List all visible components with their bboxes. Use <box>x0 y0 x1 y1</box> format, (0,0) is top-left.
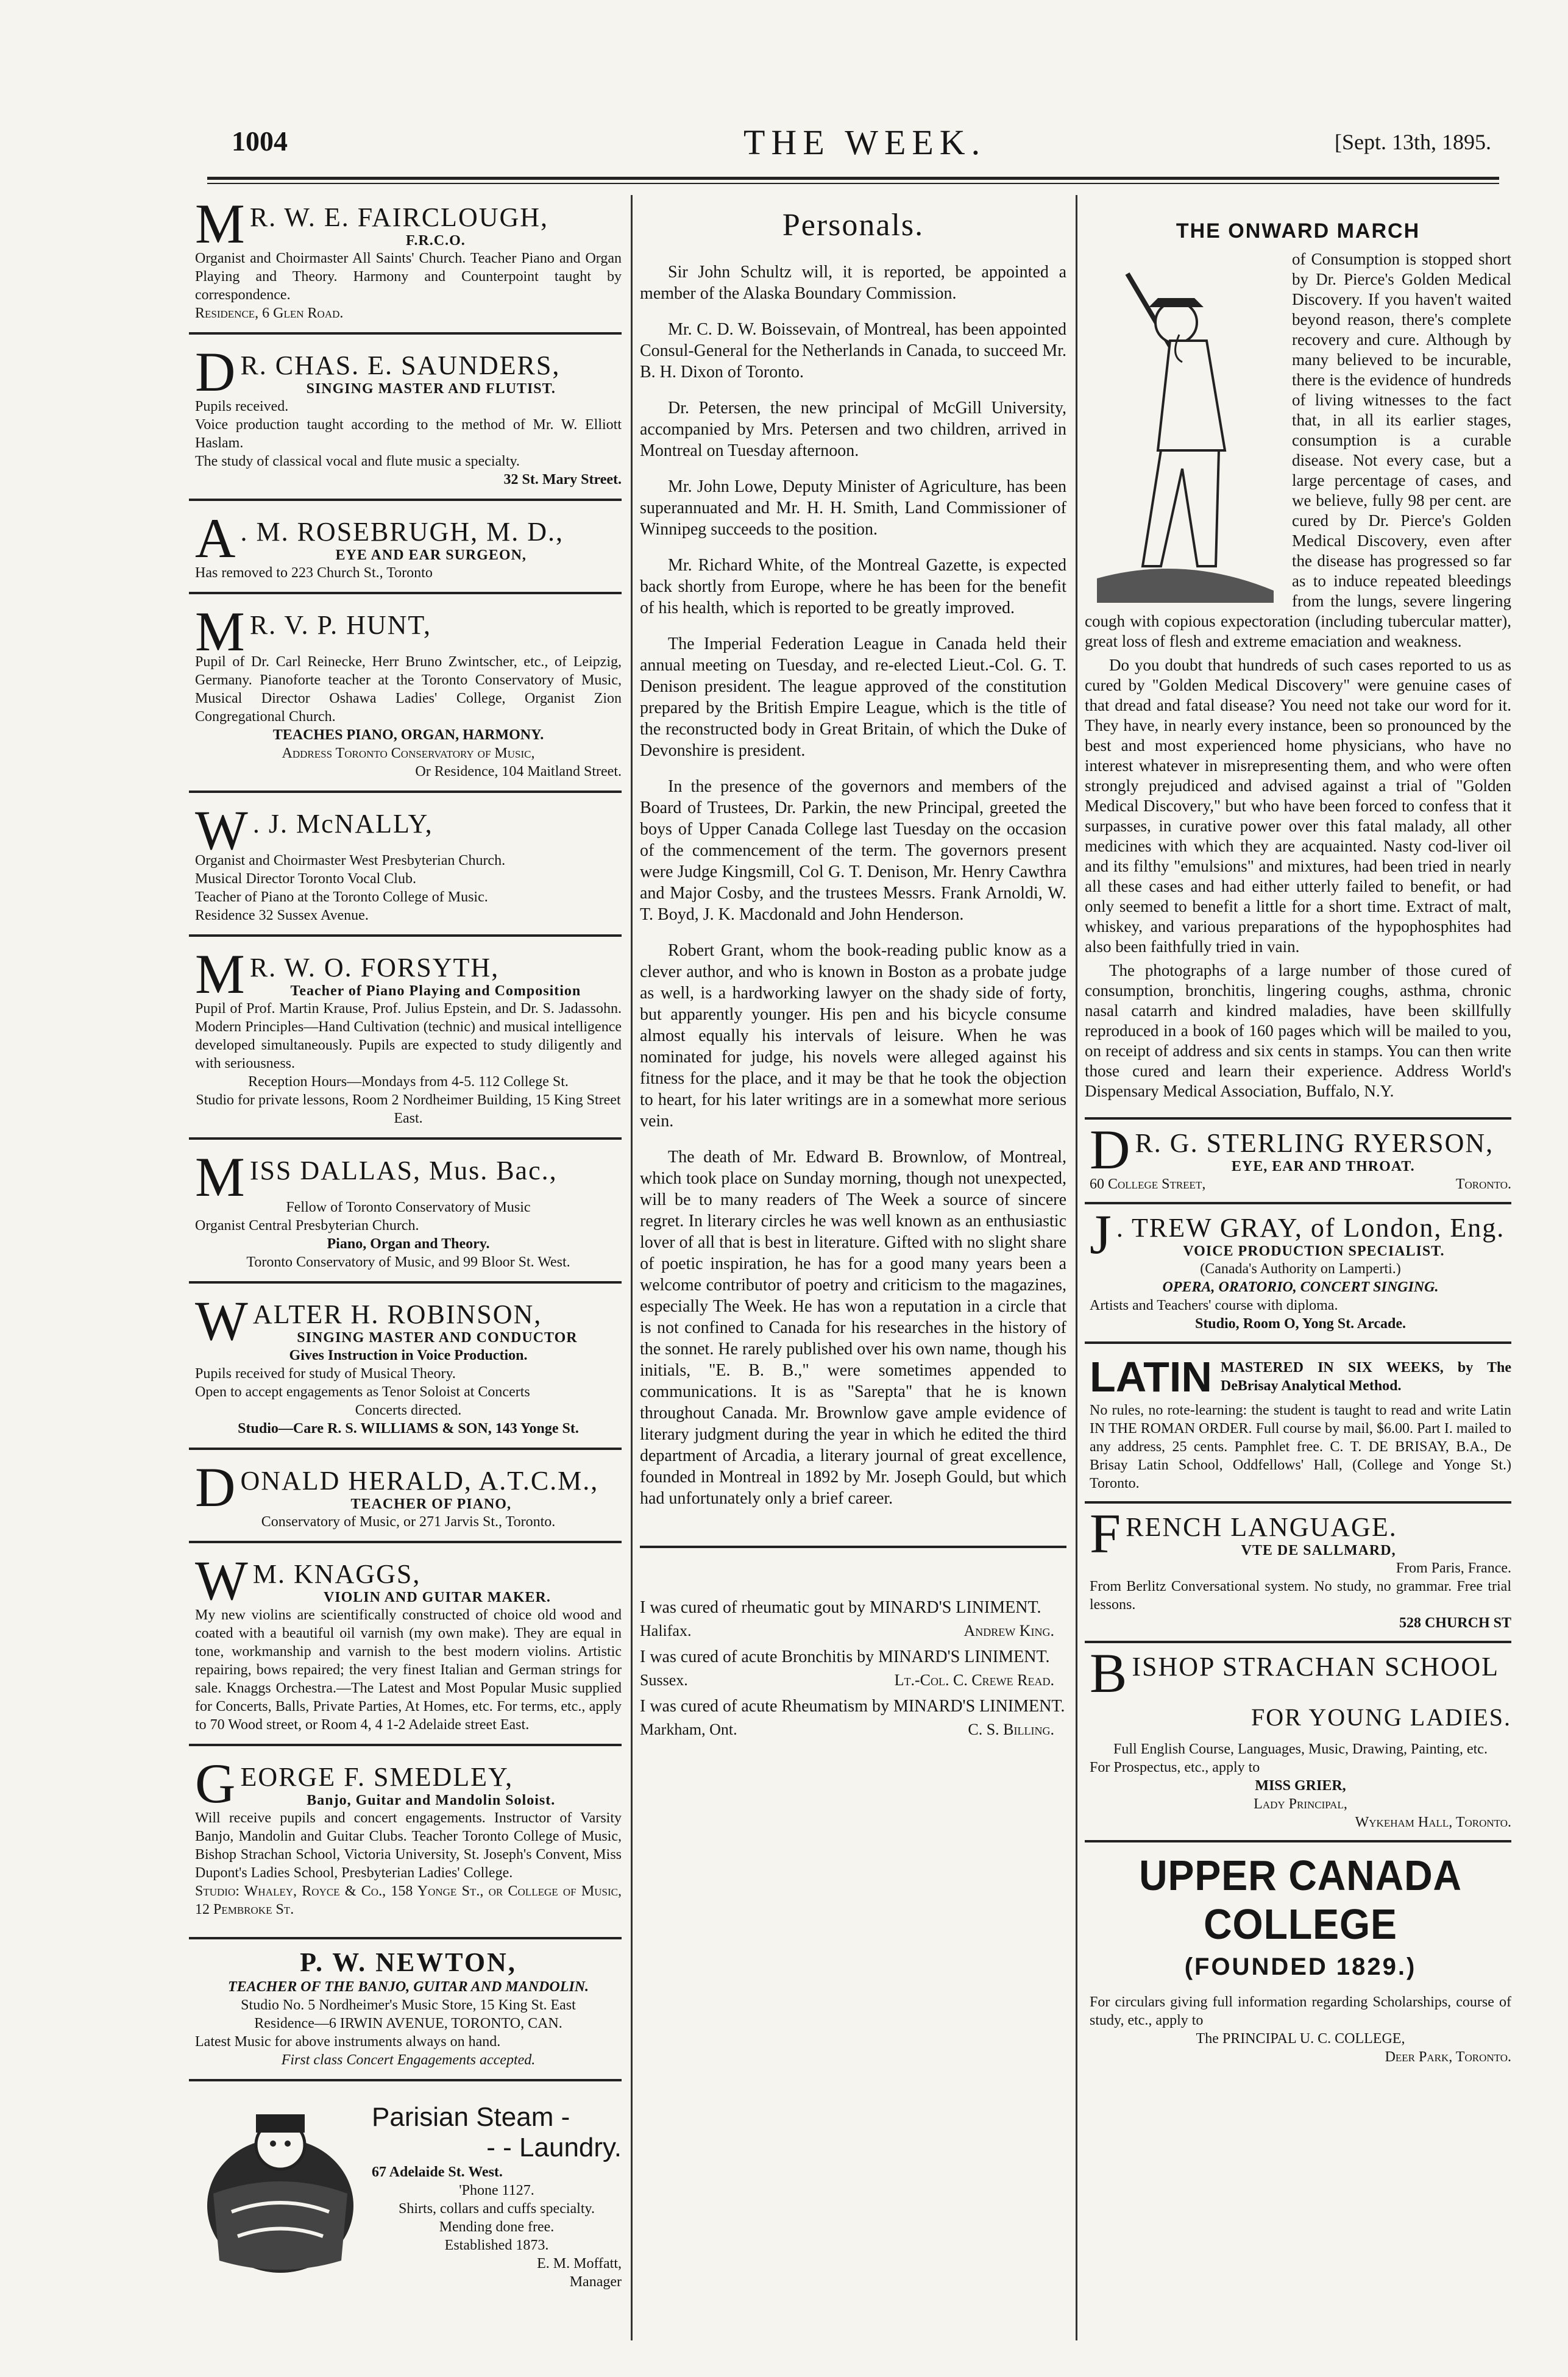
card-name: ALTER H. ROBINSON, <box>252 1299 542 1329</box>
french-address: 528 CHURCH ST <box>1399 1615 1511 1631</box>
ryerson-address: 60 College Street, <box>1090 1176 1206 1192</box>
card-initial: D <box>195 1456 237 1518</box>
laundry-line: Shirts, collars and cuffs specialty. Mending done free. <box>399 2201 595 2235</box>
header-rule-thin <box>207 183 1499 184</box>
french-initial: F <box>1090 1502 1123 1565</box>
laundry-line: Manager <box>569 2274 622 2290</box>
french-from: From Paris, France. <box>1396 1560 1511 1576</box>
card-name: R. V. P. HUNT, <box>249 610 431 640</box>
bishop-details <box>1090 1740 1511 1832</box>
ucc-line: The PRINCIPAL U. C. COLLEGE, <box>1196 2031 1405 2047</box>
professional-card <box>189 1148 622 1284</box>
card-subtitle: SINGING MASTER AND CONDUCTOR <box>297 1330 578 1346</box>
gray-name: . TREW GRAY, of London, Eng. <box>1116 1213 1505 1243</box>
latin-word: LATIN <box>1090 1353 1212 1401</box>
personal-paragraph: The death of Mr. Edward B. Brownlow, of Montreal, which took place on Sunday morning, though not unexpected, will be to many readers of The Week a source of sincere regret. In literary circles he was well known as an enthusiastic lover of all that is best in literature. Gifted with no slight share of poetic inspiration, he has for a good many years been a welcome contributor of poetry and criticism to the magazines, especially The Week. He has won a reputation in a circle that is not confined to Canada for his researches in the history of the sonnet. He rarely published over his own name, though his initials, "E. B. B.," were sometimes appended to communications. It is as "Sarepta" that he is known throughout Canada. Mr. Brownlow gave ample evidence of literary judgment during the year in which he edited the third department of Arcadia, a literary journal of great excellence, founded in Montreal in 1892 by Mr. Joseph Gould, but which had unfortunately only a brief career. <box>640 1148 1066 1508</box>
professional-card <box>189 1549 622 1746</box>
upper-canada-college-ad <box>1085 1840 1511 2075</box>
card-line: 32 St. Mary Street. <box>503 472 622 488</box>
bishop-line: MISS GRIER, <box>1255 1778 1346 1794</box>
card-line: Pupil of Dr. Carl Reinecke, Herr Bruno Zwintscher, etc., of Leipzig, Germany. Pianoforte teacher at the Toronto Conservatory of Music, Musical Director Oshawa Ladies' College, Organist Zion Congregational Church. <box>195 654 622 725</box>
onward-march-title: THE ONWARD MARCH <box>1176 219 1421 243</box>
professional-card <box>189 600 622 793</box>
newton-line: Residence—6 IRWIN AVENUE, TORONTO, CAN. <box>254 2016 562 2031</box>
card-line: Pupils received. <box>195 399 289 414</box>
card-line: Organist and Choirmaster West Presbyterian Church. <box>195 853 506 869</box>
card-name: R. CHAS. E. SAUNDERS, <box>240 350 561 380</box>
personal-paragraph: The Imperial Federation League in Canada held their annual meeting on Tuesday, and re-elected Lieut.-Col. G. T. Denison president. The league approved of the constitution prepared by the British Empire League, which is the title of the reconstructed body in Great Britain, of which the Duke of Devonshire is president. <box>640 634 1066 760</box>
card-subtitle: SINGING MASTER AND FLUTIST. <box>306 381 556 397</box>
laundry-details <box>372 2163 622 2291</box>
bishop-line: Lady Principal, <box>1254 1796 1347 1812</box>
column-divider-right <box>1076 195 1077 2340</box>
card-initial: W <box>195 1549 249 1611</box>
professional-card <box>189 1752 622 1928</box>
ucc-line: For circulars giving full information regarding Scholarships, course of study, etc., apply to <box>1090 1994 1511 2028</box>
card-line: Has removed to 223 Church St., Toronto <box>195 565 433 581</box>
card-line: Organist Central Presbyterian Church. <box>195 1218 419 1234</box>
minard-testimonials <box>640 1597 1066 1739</box>
advertisements-column <box>1085 195 1511 2075</box>
bishop-name: ISHOP STRACHAN SCHOOL <box>1132 1652 1500 1682</box>
card-line: Voice production taught according to the method of Mr. W. Elliott Haslam. <box>195 417 622 451</box>
personal-paragraph: Mr. John Lowe, Deputy Minister of Agriculture, has been superannuated and Mr. H. H. Smith, Land Commissioner of Winnipeg succeeds to the position. <box>640 477 1066 539</box>
card-line: Musical Director Toronto Vocal Club. <box>195 871 416 887</box>
testimonial-place: Sussex. <box>640 1671 688 1689</box>
testimonial-signature <box>640 1671 1054 1689</box>
card-subtitle: TEACHER OF PIANO, <box>350 1496 511 1512</box>
card-initial: M <box>195 1146 246 1208</box>
professional-card <box>189 1456 622 1543</box>
card-name: . J. McNALLY, <box>252 809 433 839</box>
testimonial-place: Halifax. <box>640 1622 692 1640</box>
personal-paragraph: Dr. Petersen, the new principal of McGill University, accompanied by Mrs. Petersen and two children, arrived in Montreal on Tuesday afternoon. <box>640 399 1066 460</box>
testimonial-signature <box>640 1721 1054 1739</box>
card-line: Reception Hours—Mondays from 4-5. 112 College St. <box>248 1074 569 1090</box>
laundry-line: Established 1873. <box>444 2237 549 2253</box>
professional-card <box>189 507 622 594</box>
ryerson-specialty: EYE, EAR AND THROAT. <box>1231 1159 1415 1174</box>
professional-card <box>189 343 622 501</box>
card-line: Conservatory of Music, or 271 Jarvis St., Toronto. <box>261 1514 556 1530</box>
gray-initial: J <box>1090 1203 1113 1265</box>
card-line: Fellow of Toronto Conservatory of Music <box>286 1199 531 1215</box>
card-initial: W <box>195 1290 249 1352</box>
bishop-initial: B <box>1090 1642 1129 1704</box>
latin-ad <box>1085 1341 1511 1501</box>
header-rule <box>207 177 1499 180</box>
ryerson-city: Toronto. <box>1455 1176 1511 1192</box>
column-divider-left <box>631 195 633 2340</box>
testimonial-name: C. S. Billing. <box>968 1721 1054 1738</box>
onward-text-2: Do you doubt that hundreds of such cases reported to us as cured by "Golden Medical Discovery" were genuine cases of that dread and fatal disease? You need not take our word for it. They have, in nearly every instance, been so pronounced by the best and most experienced home physicians, who have no interest whatever in misrepresenting them, and who were often strongly prejudiced and advised against a trial of "Golden Medical Discovery," but who have been forced to confess that it surpasses, in curative power over this fatal malady, all other medicines with which they are acquainted. Nasty cod-liver oil and its filthy "emulsions" and mixtures, had been tried in nearly all these cases and had either utterly failed to benefit, or had only seemed to benefit a little for a short time. Extract of malt, whiskey, and various preparations of the hypophosphites had also been faithfully tried in vain. <box>1085 656 1511 956</box>
card-line: TEACHES PIANO, ORGAN, HARMONY. <box>272 727 544 743</box>
gray-specialty: VOICE PRODUCTION SPECIALIST. <box>1183 1243 1445 1259</box>
ucc-details <box>1090 1993 1511 2066</box>
bishop-line: Wykeham Hall, Toronto. <box>1355 1814 1511 1830</box>
card-heading <box>195 600 622 663</box>
personal-paragraph: Robert Grant, whom the book-reading public know as a clever author, and who is known in Boston as a probate judge as well, is a hardworking lawyer on the shady side of forty, but apparently younger. His pen and his bicycle consume almost equally his intervals of leisure. When he was nominated for judge, his novels were alleged against his fitness for the place, and it may be that he took the objection to heart, for his later writings are in a somewhat more serious vein. <box>640 941 1066 1131</box>
laundry-name-2: - - Laundry. <box>486 2133 622 2162</box>
personals-articles <box>640 261 1066 1509</box>
professional-card <box>189 195 622 335</box>
personals-column <box>640 195 1066 1745</box>
gray-details <box>1090 1260 1511 1333</box>
newton-line: Studio No. 5 Nordheimer's Music Store, 15 King St. East <box>241 1997 576 2013</box>
card-initial: M <box>195 600 246 663</box>
card-initial: G <box>195 1752 237 1814</box>
section-rule <box>640 1546 1066 1548</box>
personal-paragraph: Mr. C. D. W. Boissevain, of Montreal, has been appointed Consul-General for the Netherlands in Canada, to succeed Mr. B. H. Dixon of Toronto. <box>640 320 1066 382</box>
ucc-founded: (FOUNDED 1829.) <box>1184 1953 1417 1980</box>
card-line: The study of classical vocal and flute music a specialty. <box>195 453 520 469</box>
card-subtitle: EYE AND EAR SURGEON, <box>335 547 527 563</box>
french-text: From Berlitz Conversational system. No study, no grammar. Free trial lessons. <box>1090 1579 1511 1613</box>
card-line: Pupils received for study of Musical Theory. <box>195 1366 456 1382</box>
professional-card <box>189 801 622 937</box>
card-line: Address Toronto Conservatory of Music, <box>282 745 535 761</box>
newton-line: First class Concert Engagements accepted. <box>281 2052 536 2068</box>
card-line: Studio: Whaley, Royce & Co., 158 Yonge St., or College of Music, 12 Pembroke St. <box>195 1883 622 1917</box>
newton-card <box>189 1937 622 2081</box>
bishop-subtitle: FOR YOUNG LADIES. <box>1251 1704 1511 1731</box>
card-line: Concerts directed. <box>355 1402 462 1418</box>
laundry-text <box>372 2102 622 2291</box>
card-line: Pupil of Prof. Martin Krause, Prof. Julius Epstein, and Dr. S. Jadassohn. Modern Principles—Hand Cultivation (technic) and musical intelligence developed simultaneously. Pupils are expected to study diligently and with seriousness. <box>195 1001 622 1071</box>
ucc-line: Deer Park, Toronto. <box>1385 2049 1511 2065</box>
testimonial-text: I was cured of acute Bronchitis by MINARD'S LINIMENT. <box>640 1647 1050 1666</box>
card-line: Residence, 6 Glen Road. <box>195 305 344 321</box>
gray-line: Studio, Room O, Yong St. Arcade. <box>1194 1316 1407 1332</box>
card-name: ISS DALLAS, Mus. Bac., <box>249 1156 558 1185</box>
professional-cards <box>189 195 622 1928</box>
bishop-line: For Prospectus, etc., apply to <box>1090 1760 1260 1775</box>
card-line: Organist and Choirmaster All Saints' Church. Teacher Piano and Organ Playing and Theory. Harmony and Counterpoint taught by correspondence. <box>195 250 622 303</box>
personal-paragraph: In the presence of the governors and members of the Board of Trustees, Dr. Parkin, the new Principal, greeted the boys of Upper Canada College last Tuesday on the occasion of the commencement of the term. The governors present were Judge Kingsmill, Col G. T. Denison, Mr. Henry Cawthra and Major Cosby, and the trustees Messrs. Frank Arnoldi, W. T. Boyd, J. K. Macdonald and John Henderson. <box>640 777 1066 924</box>
newton-line: TEACHER OF THE BANJO, GUITAR AND MANDOLIN. <box>227 1979 589 1995</box>
laundry-line: 'Phone 1127. <box>459 2183 534 2198</box>
professional-card <box>189 945 622 1140</box>
professional-card <box>189 1292 622 1450</box>
card-line: Studio—Care R. S. WILLIAMS & SON, 143 Yonge St. <box>238 1421 579 1437</box>
laundry-ad <box>189 2090 622 2291</box>
card-line: Residence 32 Sussex Avenue. <box>195 908 369 923</box>
card-initial: M <box>195 193 246 255</box>
laundry-line: E. M. Moffatt, <box>537 2256 622 2272</box>
latin-subtitle: MASTERED IN SIX WEEKS, by The DeBrisay Analytical Method. <box>1220 1360 1511 1394</box>
personal-paragraph: Sir John Schultz will, it is reported, be appointed a member of the Alaska Boundary Commission. <box>640 263 1066 303</box>
card-line: Toronto Conservatory of Music, and 99 Bloor St. West. <box>246 1254 570 1270</box>
card-line: Piano, Organ and Theory. <box>327 1236 490 1252</box>
laundry-illustration-icon <box>189 2102 366 2285</box>
page-number: 1004 <box>232 126 288 157</box>
bishop-line: Full English Course, Languages, Music, Drawing, Painting, etc. <box>1113 1741 1488 1757</box>
card-name: EORGE F. SMEDLEY, <box>240 1762 514 1792</box>
french-name: RENCH LANGUAGE. <box>1126 1512 1397 1542</box>
card-line: Open to accept engagements as Tenor Soloist at Concerts <box>195 1384 530 1400</box>
gray-card <box>1085 1202 1511 1341</box>
card-line: Or Residence, 104 Maitland Street. <box>415 764 622 780</box>
card-initial: W <box>195 799 249 861</box>
testimonial-text: I was cured of rheumatic gout by MINARD'S LINIMENT. <box>640 1598 1041 1617</box>
laundry-line: 67 Adelaide St. West. <box>372 2164 503 2180</box>
card-line: Studio for private lessons, Room 2 Nordheimer Building, 15 King Street East. <box>196 1092 621 1126</box>
testimonial-place: Markham, Ont. <box>640 1721 737 1738</box>
card-name: ONALD HERALD, A.T.C.M., <box>240 1466 599 1496</box>
gray-line: OPERA, ORATORIO, CONCERT SINGING. <box>1162 1279 1439 1295</box>
testimonial-text: I was cured of acute Rheumatism by MINARD'S LINIMENT. <box>640 1697 1065 1716</box>
personal-paragraph: Mr. Richard White, of the Montreal Gazette, is expected back shortly from Europe, where he has been for the benefit of his health, which is reported to be greatly improved. <box>640 556 1066 617</box>
personals-title: Personals. <box>782 208 924 243</box>
onward-text-1: of Consumption is stopped short by Dr. Pierce's Golden Medical Discovery. If you haven't waited beyond reason, there's complete recovery and cure. Although by many believed to be incurable, there is the evidence of hundreds of living witnesses to the fact that, in all its earlier stages, consumption is a curable disease. Not every case, but a large percentage of cases, and we believe, fully 98 per cent. are cured by Dr. Pierce's Golden Medical Discovery, even after the disease has progressed so far as to induce repeated bleedings from the lungs, severe lingering cough with copious expectoration (including tubercular matter), great loss of flesh and extreme emaciation and weakness. <box>1085 250 1511 650</box>
french-ad <box>1085 1501 1511 1641</box>
newton-line: Latest Music for above instruments always on hand. <box>195 2034 501 2050</box>
card-line: Will receive pupils and concert engagements. Instructor of Varsity Banjo, Mandolin and Guitar Clubs. Teacher Toronto College of Music, Bishop Strachan School, Victoria University, St. Joseph's Convent, Miss Dupont's Ladies School, Presbyterian Ladies' College. <box>195 1810 622 1881</box>
card-subtitle: VIOLIN AND GUITAR MAKER. <box>323 1590 551 1605</box>
ryerson-initial: D <box>1090 1118 1132 1181</box>
testimonial-name: Lt.-Col. C. Crewe Read. <box>894 1671 1054 1689</box>
card-initial: A <box>195 507 237 569</box>
card-name: R. W. E. FAIRCLOUGH, <box>249 202 549 232</box>
card-name: . M. ROSEBRUGH, M. D., <box>240 517 564 547</box>
issue-date: [Sept. 13th, 1895. <box>1335 130 1491 154</box>
latin-text: No rules, no rote-learning: the student is taught to read and write Latin IN THE ROMAN ORDER. Full course by mail, $6.00. Part I. mailed to any address, 25 cents. Pamphlet free. C. T. DE BRISAY, B.A., De Brisay Latin School, Oddfellows' Hall, (College and Yonge St.) Toronto. <box>1090 1402 1511 1491</box>
card-initial: D <box>195 341 237 403</box>
laundry-name-1: Parisian Steam - <box>372 2102 570 2132</box>
testimonial-name: Andrew King. <box>963 1622 1054 1640</box>
soldier-illustration-icon <box>1085 249 1286 603</box>
card-initial: M <box>195 943 246 1005</box>
newton-details <box>195 1978 622 2069</box>
testimonial-signature <box>640 1622 1054 1640</box>
card-name: R. W. O. FORSYTH, <box>249 953 500 982</box>
card-name: M. KNAGGS, <box>252 1559 421 1589</box>
music-teachers-column <box>189 195 622 2291</box>
ryerson-address-row <box>1090 1175 1511 1193</box>
card-line: Teacher of Piano at the Toronto College of Music. <box>195 889 488 905</box>
french-teacher: VTE DE SALLMARD, <box>1241 1543 1396 1558</box>
card-subtitle: Teacher of Piano Playing and Composition <box>290 983 581 999</box>
onward-march-ad <box>1085 249 1511 1101</box>
ryerson-card <box>1085 1117 1511 1202</box>
card-subtitle: F.R.C.O. <box>406 233 466 249</box>
onward-text-3: The photographs of a large number of those cured of consumption, bronchitis, lingering coughs, asthma, chronic nasal catarrh and kindred maladies, have been skillfully reproduced in a book of 160 pages which will be mailed to you, on receipt of address and six cents in stamps. You can then write those cured and learn their experience. Address World's Dispensary Medical Association, Buffalo, N.Y. <box>1085 961 1511 1100</box>
masthead-title: THE WEEK. <box>743 123 987 162</box>
ryerson-name: R. G. STERLING RYERSON, <box>1135 1128 1494 1158</box>
newton-name: P. W. NEWTON, <box>300 1947 517 1977</box>
bishop-strachan-ad <box>1085 1641 1511 1840</box>
gray-line: (Canada's Authority on Lamperti.) <box>1200 1261 1401 1277</box>
card-subtitle: Banjo, Guitar and Mandolin Soloist. <box>307 1793 556 1808</box>
card-line: My new violins are scientifically constructed of choice old wood and coated with a beautiful oil varnish (my own make). They are equal in tone, workmanship and varnish to the best modern violins. Artistic repairing, bows repaired; the very finest Italian and German strings for sale. Knaggs Orchestra.—The Latest and Most Popular Music supplied for Concerts, Balls, Private Parties, At Homes, etc. For terms, etc., apply to 70 Wood street, or Room 4, 4 1-2 Adelaide street East. <box>195 1607 622 1733</box>
card-line: Gives Instruction in Voice Production. <box>289 1348 528 1363</box>
ucc-name: UPPER CANADA COLLEGE <box>1139 1852 1462 1948</box>
gray-line: Artists and Teachers' course with diploma. <box>1090 1298 1338 1313</box>
